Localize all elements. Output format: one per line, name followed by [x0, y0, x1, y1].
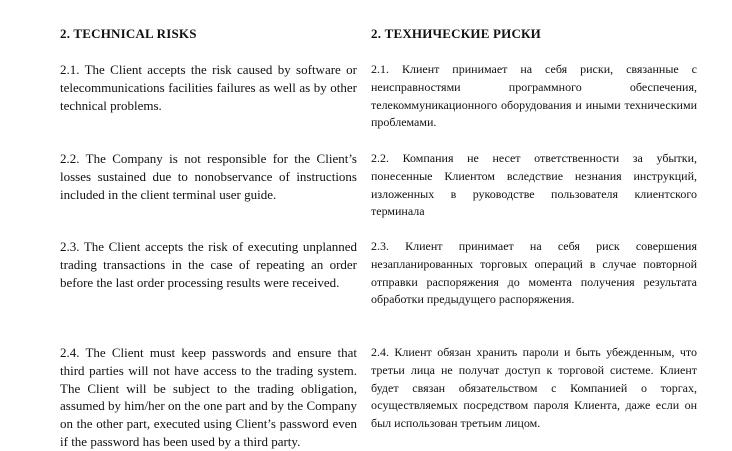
russian-clause-2-3: 2.3. Клиент принимает на себя риск совершения незапланированных торговых операций в случае повторной отправки распоряжения до момента получения результата обработки предыдущего распоряжения. — [371, 239, 697, 307]
russian-clause-2-1: 2.1. Клиент принимает на себя риски, связанные с неисправностями программного обеспечения, телекоммуникационного оборудования и иными техническими проблемами. — [371, 62, 697, 130]
russian-clause-2-4: 2.4. Клиент обязан хранить пароли и быть убежденным, что третьи лица не получат доступ к торговой системе. Клиент будет связан обязательством с Компанией о торгах, осуществляемых посредством пароля Клиента, даже если он был использован третьим лицом. — [371, 345, 697, 431]
russian-clause-2-2: 2.2. Компания не несет ответственности за убытки, понесенные Клиентом вследствие незнания инструкций, изложенных в руководстве пользователя клиентского терминала — [371, 151, 697, 219]
english-heading: 2. TECHNICAL RISKS — [60, 26, 197, 41]
english-clause-2-4: 2.4. The Client must keep passwords and ensure that third parties will not have access to the trading system. The Client will be subject to the trading obligation, assumed by him/her on the one part and by the Company on the other part, executed using Client’s password even if the password has been used by a third party. — [60, 345, 357, 449]
russian-heading: 2. ТЕХНИЧЕСКИЕ РИСКИ — [371, 26, 541, 41]
english-clause-2-1: 2.1. The Client accepts the risk caused by software or telecommunications facilities failures as well as by other technical problems. — [60, 62, 357, 113]
english-clause-2-3: 2.3. The Client accepts the risk of executing unplanned trading transactions in the case of repeating an order before the last order processing results were received. — [60, 239, 357, 290]
english-clause-2-2: 2.2. The Company is not responsible for the Client’s losses sustained due to nonobservance of instructions included in the client terminal user guide. — [60, 151, 357, 202]
